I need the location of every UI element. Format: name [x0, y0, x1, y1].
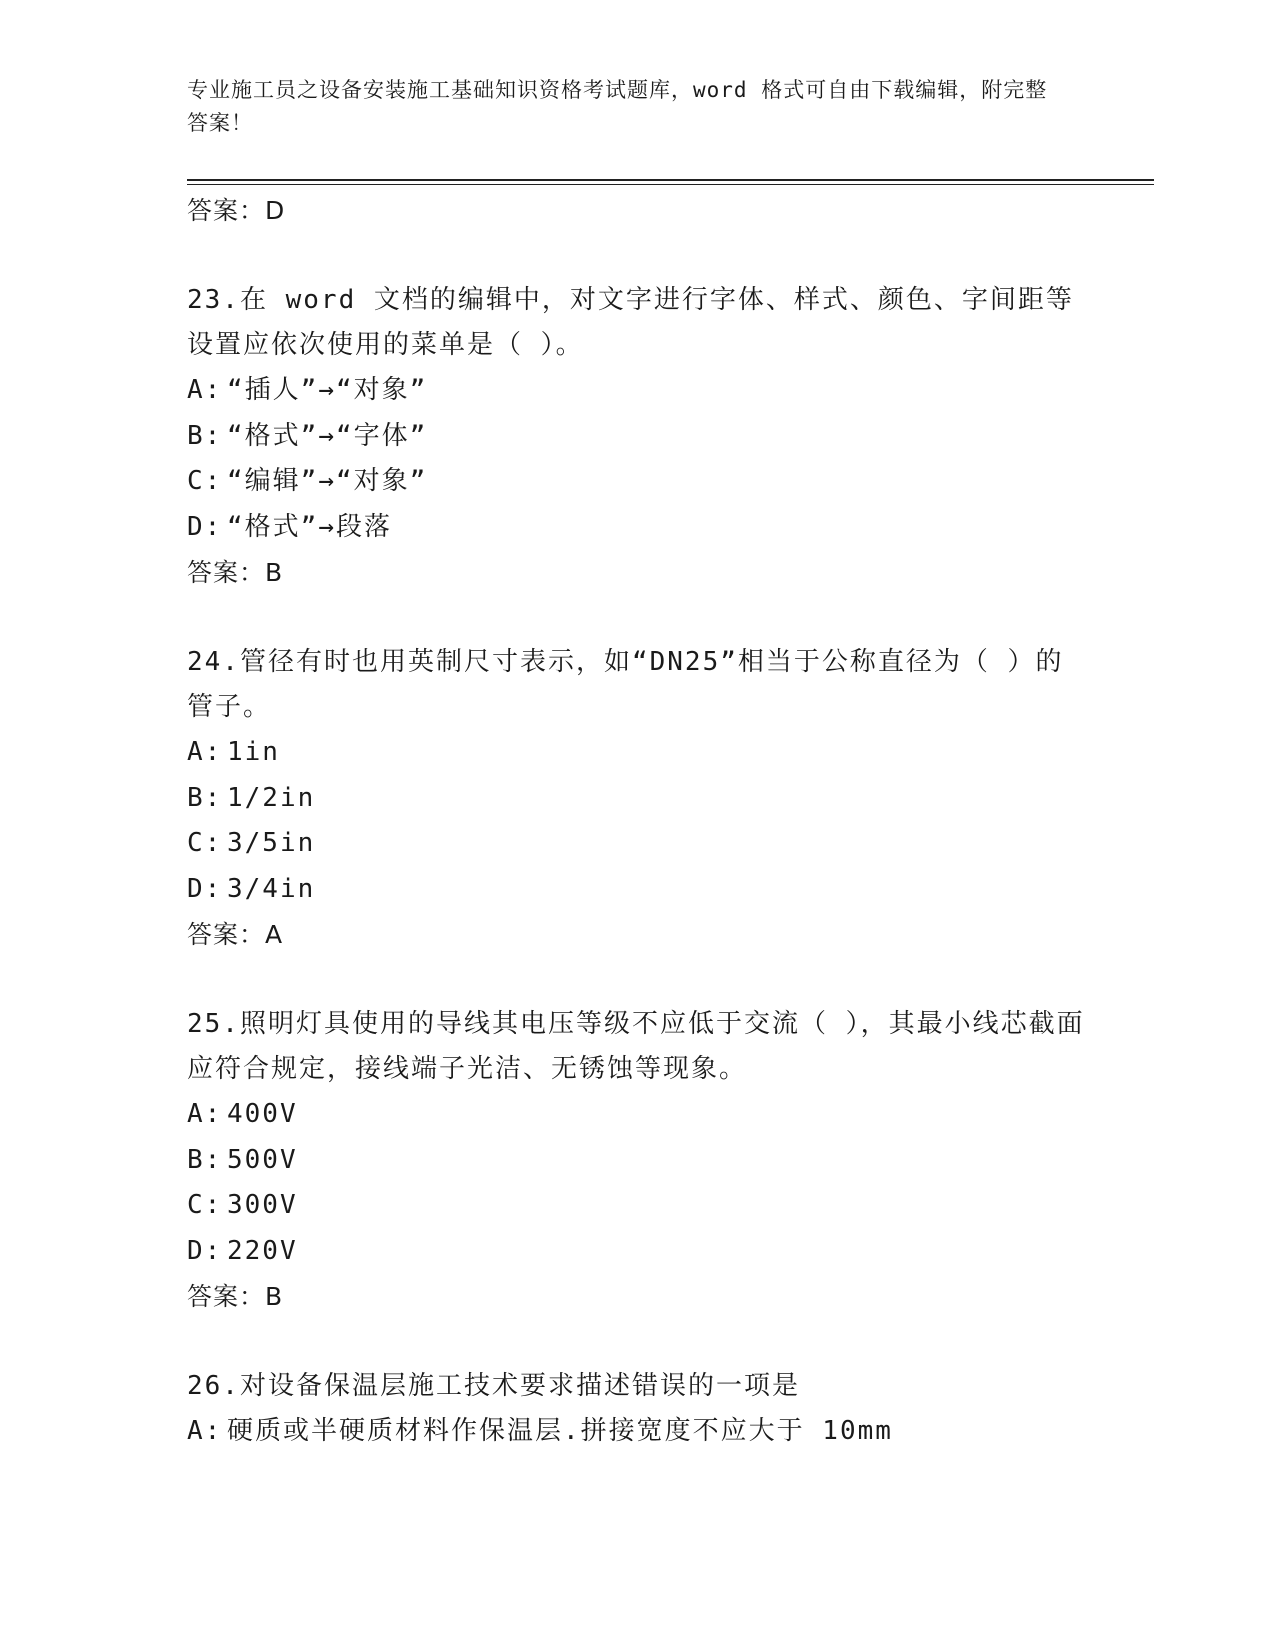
answer-line: 答案：B [187, 1282, 284, 1311]
option-letter: B: [187, 1144, 223, 1175]
option-a [187, 730, 1087, 776]
question-block-23 [187, 278, 1087, 596]
option-text: 500V [227, 1144, 298, 1175]
question-block-24 [187, 640, 1087, 958]
option-letter: B: [187, 420, 223, 451]
option-letter: D: [187, 511, 223, 542]
option-c [187, 459, 1087, 505]
answer-line: 答案：B [187, 558, 284, 587]
header-divider-thick [187, 179, 1154, 181]
option-d [187, 505, 1087, 551]
option-b [187, 414, 1087, 460]
answer-line: 答案：A [187, 920, 284, 949]
option-text: “编辑”→“对象” [227, 466, 428, 496]
option-letter: A: [187, 375, 223, 405]
option-text: 220V [227, 1235, 298, 1266]
option-text: 1in [227, 737, 280, 767]
question-block-26 [187, 1364, 1087, 1455]
option-text: 3/5in [227, 828, 316, 858]
option-a [187, 368, 1087, 414]
option-text: 1/2in [227, 782, 316, 813]
option-letter: B: [187, 782, 223, 813]
option-letter: A: [187, 1099, 223, 1129]
question-text: 26.对设备保温层施工技术要求描述错误的一项是 [187, 1371, 800, 1401]
question-text: 24.管径有时也用英制尺寸表示，如“DN25”相当于公称直径为（ ）的管子。 [187, 647, 1064, 722]
page-header-title: 专业施工员之设备安装施工基础知识资格考试题库，word 格式可自由下载编辑，附完整答案！ [187, 78, 1048, 135]
option-c [187, 821, 1087, 867]
option-d [187, 867, 1087, 913]
option-letter: A: [187, 737, 223, 767]
question-block-25 [187, 1002, 1087, 1320]
option-text: 300V [227, 1190, 298, 1220]
option-c [187, 1183, 1087, 1229]
option-letter: A: [187, 1416, 223, 1446]
option-text: “插人”→“对象” [227, 375, 428, 405]
option-letter: C: [187, 466, 223, 496]
option-b [187, 1138, 1087, 1184]
question-list [187, 188, 1087, 1455]
option-letter: C: [187, 828, 223, 858]
option-letter: D: [187, 1235, 223, 1266]
option-text: “格式”→“字体” [227, 420, 428, 451]
option-letter: C: [187, 1190, 223, 1220]
option-text: 硬质或半硬质材料作保温层.拼接宽度不应大于 10mm [227, 1416, 893, 1446]
question-text: 23.在 word 文档的编辑中，对文字进行字体、样式、颜色、字间距等设置应依次使用的菜单是（ ）。 [187, 285, 1074, 360]
question-text: 25.照明灯具使用的导线其电压等级不应低于交流（ ），其最小线芯截面应符合规定，接线端子光洁、无锈蚀等现象。 [187, 1009, 1085, 1084]
previous-answer: 答案：D [187, 196, 286, 225]
header-divider-thin [187, 184, 1154, 185]
option-a [187, 1409, 1087, 1455]
option-text: 400V [227, 1099, 298, 1129]
option-text: 3/4in [227, 873, 316, 904]
option-d [187, 1229, 1087, 1275]
option-b [187, 776, 1087, 822]
option-a [187, 1092, 1087, 1138]
option-letter: D: [187, 873, 223, 904]
option-text: “格式”→段落 [227, 511, 392, 542]
